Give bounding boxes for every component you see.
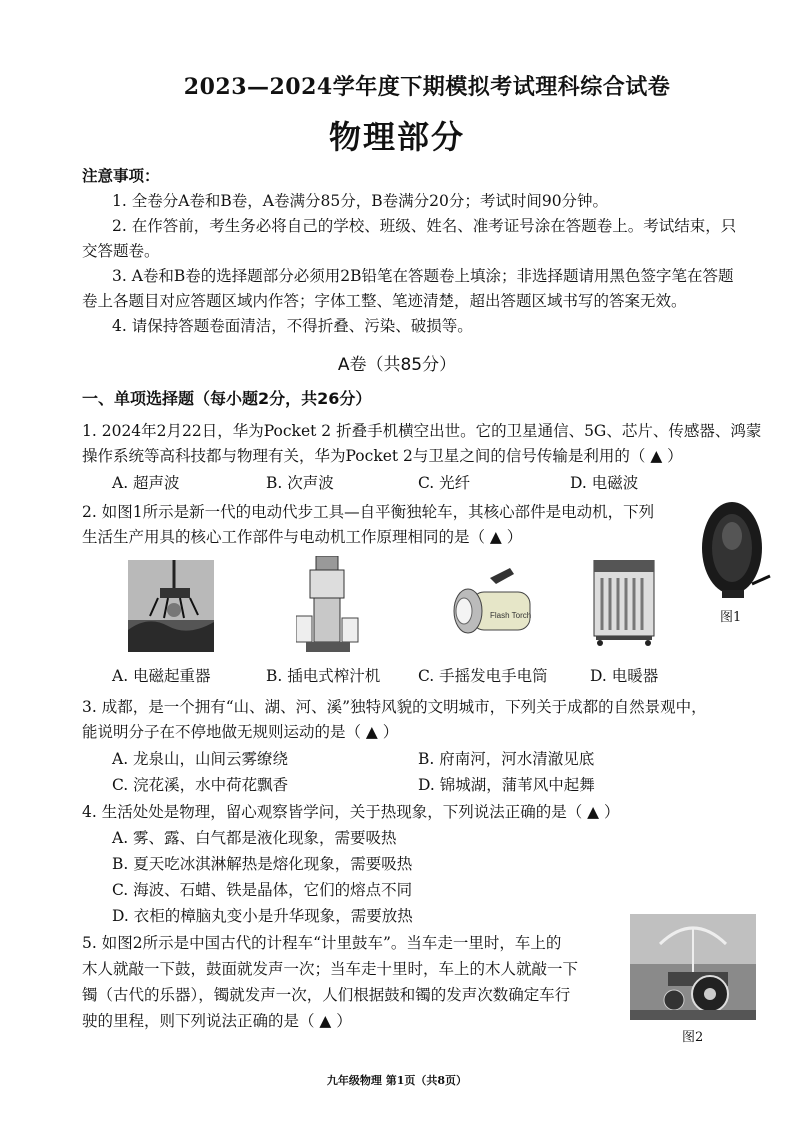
- q2-option-b: B. 插电式榨汁机: [266, 667, 381, 685]
- question-3-line-1: 3. 成都，是一个拥有“山、湖、河、溪”独特风貌的文明城市，下列关于成都的自然景观中，: [82, 698, 707, 716]
- q3-option-d: D. 锦城湖，蒲苇风中起舞: [418, 776, 595, 794]
- notice-item: 1. 全卷分A卷和B卷，A卷满分85分，B卷满分20分；考试时间90分钟。: [112, 192, 609, 210]
- drum-cart-figure: [630, 914, 756, 1020]
- page-footer: 九年级物理 第1页（共8页）: [326, 1074, 468, 1087]
- hand-crank-flashlight-image: [450, 568, 536, 646]
- q2-option-a: A. 电磁起重器: [112, 667, 211, 685]
- notice-heading: 注意事项：: [82, 166, 160, 185]
- q3-option-a: A. 龙泉山，山间云雾缭绕: [112, 750, 289, 768]
- exam-subtitle: 物理部分: [328, 118, 465, 156]
- flashlight-label: Flash Torch: [490, 611, 532, 620]
- unicycle-figure: [694, 496, 774, 604]
- question-5-line-2: 木人就敲一下鼓，鼓面就发声一次；当车走十里时，车上的木人就敲一下: [82, 960, 579, 978]
- q1-option-d: D. 电磁波: [570, 474, 639, 492]
- question-1-line-2: 操作系统等高科技都与物理有关，华为Pocket 2与卫星之间的信号传输是利用的（ ▲ ）: [82, 447, 683, 465]
- notice-item: 4. 请保持答题卷面清洁，不得折叠、污染、破损等。: [112, 317, 473, 335]
- q4-option-b: B. 夏天吃冰淇淋解热是熔化现象，需要吸热: [112, 855, 413, 873]
- electromagnetic-crane-image: [128, 560, 214, 652]
- question-2-line-2: 生活生产用具的核心工作部件与电动机工作原理相同的是（ ▲ ）: [82, 528, 523, 546]
- question-1-line-1: 1. 2024年2月22日，华为Pocket 2 折叠手机横空出世。它的卫星通信、5G、芯片、传感器、鸿蒙: [82, 422, 762, 440]
- q2-option-c: C. 手摇发电手电筒: [418, 667, 548, 685]
- notice-item: 交答题卷。: [82, 242, 160, 260]
- q4-option-c: C. 海波、石蜡、铁是晶体，它们的熔点不同: [112, 881, 413, 899]
- exam-title: 2023—2024学年度下期模拟考试理科综合试卷: [183, 74, 671, 100]
- q1-option-a: A. 超声波: [112, 474, 180, 492]
- section-a-heading: A卷（共85分）: [337, 355, 457, 375]
- electric-heater-image: [590, 560, 658, 646]
- notice-item: 3. A卷和B卷的选择题部分必须用2B铅笔在答题卷上填涂；非选择题请用黑色签字笔在答题: [112, 267, 734, 285]
- notice-item: 2. 在作答前，考生务必将自己的学校、班级、姓名、准考证号涂在答题卷上。考试结束，只: [112, 217, 737, 235]
- q1-option-b: B. 次声波: [266, 474, 334, 492]
- question-4-line-1: 4. 生活处处是物理，留心观察皆学问，关于热现象，下列说法正确的是（ ▲ ）: [82, 803, 620, 821]
- q1-option-c: C. 光纤: [418, 474, 471, 492]
- question-5-line-3: 镯（古代的乐器），镯就发声一次，人们根据鼓和镯的发声次数确定车行: [82, 986, 571, 1004]
- q2-option-d: D. 电暖器: [590, 667, 659, 685]
- q4-option-d: D. 衣柜的樟脑丸变小是升华现象，需要放热: [112, 907, 413, 925]
- q4-option-a: A. 雾、露、白气都是液化现象，需要吸热: [112, 829, 397, 847]
- part-one-heading: 一、单项选择题（每小题2分，共26分）: [82, 389, 372, 408]
- q3-option-b: B. 府南河，河水清澈见底: [418, 750, 595, 768]
- question-2-line-1: 2. 如图1所示是新一代的电动代步工具—自平衡独轮车，其核心部件是电动机，下列: [82, 503, 655, 521]
- q3-option-c: C. 浣花溪，水中荷花飘香: [112, 776, 289, 794]
- question-5-line-1: 5. 如图2所示是中国古代的计程车“计里鼓车”。当车走一里时，车上的: [82, 934, 562, 952]
- notice-item: 卷上各题目对应答题区域内作答；字体工整、笔迹清楚，超出答题区域书写的答案无效。: [82, 292, 687, 310]
- juicer-image: [296, 556, 360, 654]
- figure-1-caption: 图1: [720, 610, 742, 625]
- question-3-line-2: 能说明分子在不停地做无规则运动的是（ ▲ ）: [82, 723, 399, 741]
- question-5-line-4: 驶的里程，则下列说法正确的是（ ▲ ）: [82, 1012, 352, 1030]
- figure-2-caption: 图2: [682, 1030, 704, 1045]
